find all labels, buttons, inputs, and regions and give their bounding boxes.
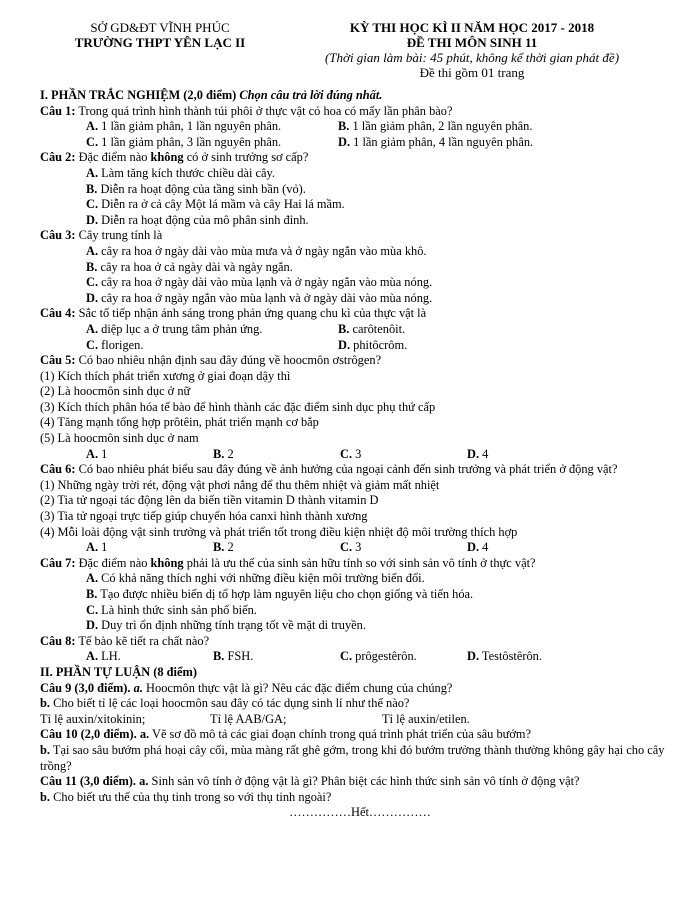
question-label: Câu 3:: [40, 228, 76, 243]
option-b: B. 2: [213, 540, 234, 555]
question-6: [40, 462, 680, 478]
option-d: D. Duy trì ổn định những tính trạng tốt về mặt di truyền.: [86, 618, 366, 633]
option-a: A. 1: [86, 446, 108, 461]
option-c: C. 3: [340, 540, 362, 555]
end-marker: ……………Hết……………: [289, 805, 431, 820]
statement: (4) Tăng mạnh tổng hợp prôtêin, phát triển mạnh cơ bắp: [40, 415, 319, 430]
options-row: [40, 119, 680, 135]
option-d: D. 4: [467, 446, 489, 461]
option-d: D. phitôcrôm.: [338, 337, 408, 352]
option-b: B. Tạo được nhiều biến dị tổ hợp làm nguyên liệu cho chọn giống và tiến hóa.: [86, 587, 474, 601]
option-c: C. Là hình thức sinh sản phổ biến.: [86, 602, 257, 617]
question-7: Câu 7: Đặc điểm nào không phải là ưu thế của sinh sản hữu tính so với sinh sản vô tính ở thực vật?: [40, 555, 536, 570]
statement: (2) Tia tử ngoại tác động lên da biến tiền vitamin D thành vitamin D: [40, 493, 379, 508]
question-9b: b. Cho biết tỉ lệ các loại hoocmôn sau đây có tác dụng sinh lí như thế nào?: [40, 696, 410, 711]
part1-title: I. PHẦN TRẮC NGHIỆM (2,0 điểm): [40, 88, 237, 102]
option-a: A. Làm tăng kích thước chiều dài cây.: [86, 165, 275, 180]
question-text: Cây trung tính là: [78, 228, 163, 243]
statement: (3) Tia tử ngoại trực tiếp giúp chuyển hóa canxi hình thành xương: [40, 509, 368, 524]
option-d: D. Testôstêrôn.: [467, 649, 542, 664]
option-a: A. cây ra hoa ở ngày dài vào mùa mưa và ở ngày ngắn vào mùa khô.: [86, 243, 427, 258]
option-d: D. 1 lần giảm phân, 4 lần nguyên phân.: [338, 134, 534, 149]
statement: (2) Là hoocmôn sinh dục ở nữ: [40, 384, 191, 399]
department-name: SỞ GD&ĐT VĨNH PHÚC: [90, 20, 230, 35]
question-1: [40, 104, 680, 120]
option-a: A. 1 lần giảm phân, 1 lần nguyên phân.: [86, 119, 282, 134]
question-text: Tế bào kẽ tiết ra chất nào?: [78, 633, 210, 648]
statement: (5) Là hoocmôn sinh dục ở nam: [40, 431, 199, 446]
ratio-item: Tỉ lệ AAB/GA;: [210, 711, 287, 726]
header-left: [40, 20, 280, 50]
options-row: [40, 447, 680, 463]
ratio-list: [40, 712, 680, 728]
option-d: D. Diễn ra hoạt động của mô phân sinh đỉnh.: [86, 212, 309, 227]
option-c: C. 3: [340, 446, 362, 461]
part1-instruction: Chọn câu trả lời đúng nhất.: [239, 88, 383, 102]
statement: (3) Kích thích phân hóa tế bào để hình thành các đặc điểm sinh dục phụ thứ cấp: [40, 399, 436, 414]
option-b: B. 2: [213, 446, 234, 461]
question-text: Sắc tố tiếp nhận ánh sáng trong phản ứng quang chu kì của thực vật là: [78, 306, 427, 321]
part2-title: II. PHẦN TỰ LUẬN (8 điểm): [40, 664, 197, 679]
ratio-item: Tỉ lệ auxin/xitokinin;: [40, 711, 146, 726]
option-b: B. cây ra hoa ở cả ngày dài và ngày ngắn.: [86, 259, 293, 274]
page-count: Đề thi gồm 01 trang: [419, 65, 525, 80]
ratio-item: Tỉ lệ auxin/etilen.: [382, 711, 470, 726]
options-row: [40, 135, 680, 151]
option-c: C. cây ra hoa ở ngày dài vào mùa lạnh và ở ngày ngắn vào mùa nóng.: [86, 275, 433, 290]
emphasis-keyword: không: [150, 555, 184, 570]
question-4: [40, 306, 680, 322]
option-c: C. florigen.: [86, 337, 144, 352]
question-text: Có bao nhiêu nhận định sau đây đúng về hoocmôn ơstrôgen?: [78, 353, 382, 368]
question-3: [40, 228, 680, 244]
part1-heading: [40, 88, 680, 104]
question-text: Có bao nhiêu phát biểu sau đây đúng về ảnh hưởng của ngoại cảnh đến sinh trưởng và phát triển ở động vật?: [78, 462, 618, 477]
question-11: Câu 11 (3,0 điểm). a. Sinh sản vô tính ở động vật là gì? Phân biệt các hình thức sinh sản vô tính ở động vật?: [40, 774, 580, 789]
question-11b: b. Cho biết ưu thế của thụ tinh trong so với thụ tinh ngoài?: [40, 789, 332, 804]
statement: (1) Kích thích phát triển xương ở giai đoạn dậy thì: [40, 368, 291, 383]
question-label: Câu 11 (3,0 điểm).: [40, 774, 137, 789]
options-row: [40, 338, 680, 354]
question-5: [40, 353, 680, 369]
question-label: Câu 7:: [40, 555, 76, 570]
options-row: [40, 649, 680, 665]
header-right: [262, 20, 682, 80]
statement: (1) Những ngày trời rét, động vật phơi nắng để thu thêm nhiệt và giảm mất nhiệt: [40, 477, 440, 492]
option-a: A. LH.: [86, 649, 121, 664]
exam-title: KỲ THI HỌC KÌ II NĂM HỌC 2017 - 2018: [349, 20, 595, 35]
emphasis-keyword: không: [150, 150, 184, 165]
option-a: A. 1: [86, 540, 108, 555]
question-label: Câu 1:: [40, 103, 76, 118]
question-10: Câu 10 (2,0 điểm). a. Vẽ sơ đồ mô tả các giai đoạn chính trong quá trình phát triển của sâu bướm?: [40, 727, 532, 742]
question-label: Câu 4:: [40, 306, 76, 321]
question-9: Câu 9 (3,0 điểm). a. Hoocmôn thực vật là gì? Nêu các đặc điểm chung của chúng?: [40, 680, 453, 695]
options-row: [40, 540, 680, 556]
question-label: Câu 9 (3,0 điểm).: [40, 680, 131, 695]
school-name: TRƯỜNG THPT YÊN LẠC II: [74, 35, 246, 50]
question-label: Câu 5:: [40, 353, 76, 368]
option-c: C. 1 lần giảm phân, 3 lần nguyên phân.: [86, 134, 282, 149]
question-2: Câu 2: Đặc điểm nào không có ở sinh trưởng sơ cấp?: [40, 150, 309, 165]
options-row: [40, 322, 680, 338]
question-label: Câu 2:: [40, 150, 76, 165]
question-label: Câu 8:: [40, 633, 76, 648]
option-d: D. 4: [467, 540, 489, 555]
question-10b: b. Tại sao sâu bướm phá hoại cây cối, mùa màng rất ghê gớm, trong khi đó bướm trưởng thành thường không gây hại cho cây trồng?: [40, 742, 665, 773]
option-c: C. Diễn ra ở cả cây Một lá mầm và cây Hai lá mầm.: [86, 197, 345, 212]
option-a: A. Có khả năng thích nghi với những điều kiện môi trường biến đổi.: [86, 571, 425, 586]
option-b: B. Diễn ra hoạt động của tầng sinh bần (vỏ).: [86, 181, 306, 196]
option-b: B. 1 lần giảm phân, 2 lần nguyên phân.: [338, 119, 533, 134]
exam-duration: (Thời gian làm bài: 45 phút, không kể thời gian phát đề): [324, 50, 620, 65]
option-c: C. prôgestêrôn.: [340, 649, 417, 664]
question-label: Câu 6:: [40, 462, 76, 477]
exam-body: [40, 88, 680, 821]
statement: (4) Mỗi loài động vật sinh trưởng và phát triển tốt trong điều kiện nhiệt độ môi trường thích hợp: [40, 524, 518, 539]
option-a: A. diệp lục a ở trung tâm phản ứng.: [86, 321, 263, 336]
option-d: D. cây ra hoa ở ngày ngắn vào mùa lạnh và ở ngày dài vào mùa nóng.: [86, 290, 433, 305]
question-label: Câu 10 (2,0 điểm).: [40, 727, 137, 742]
option-b: B. carôtenôit.: [338, 321, 406, 336]
question-text: Trong quá trình hình thành túi phôi ở thực vật có hoa có mấy lần phân bào?: [78, 103, 453, 118]
exam-subject: ĐỀ THI MÔN SINH 11: [406, 35, 538, 50]
question-8: [40, 634, 680, 650]
option-b: B. FSH.: [213, 649, 254, 664]
